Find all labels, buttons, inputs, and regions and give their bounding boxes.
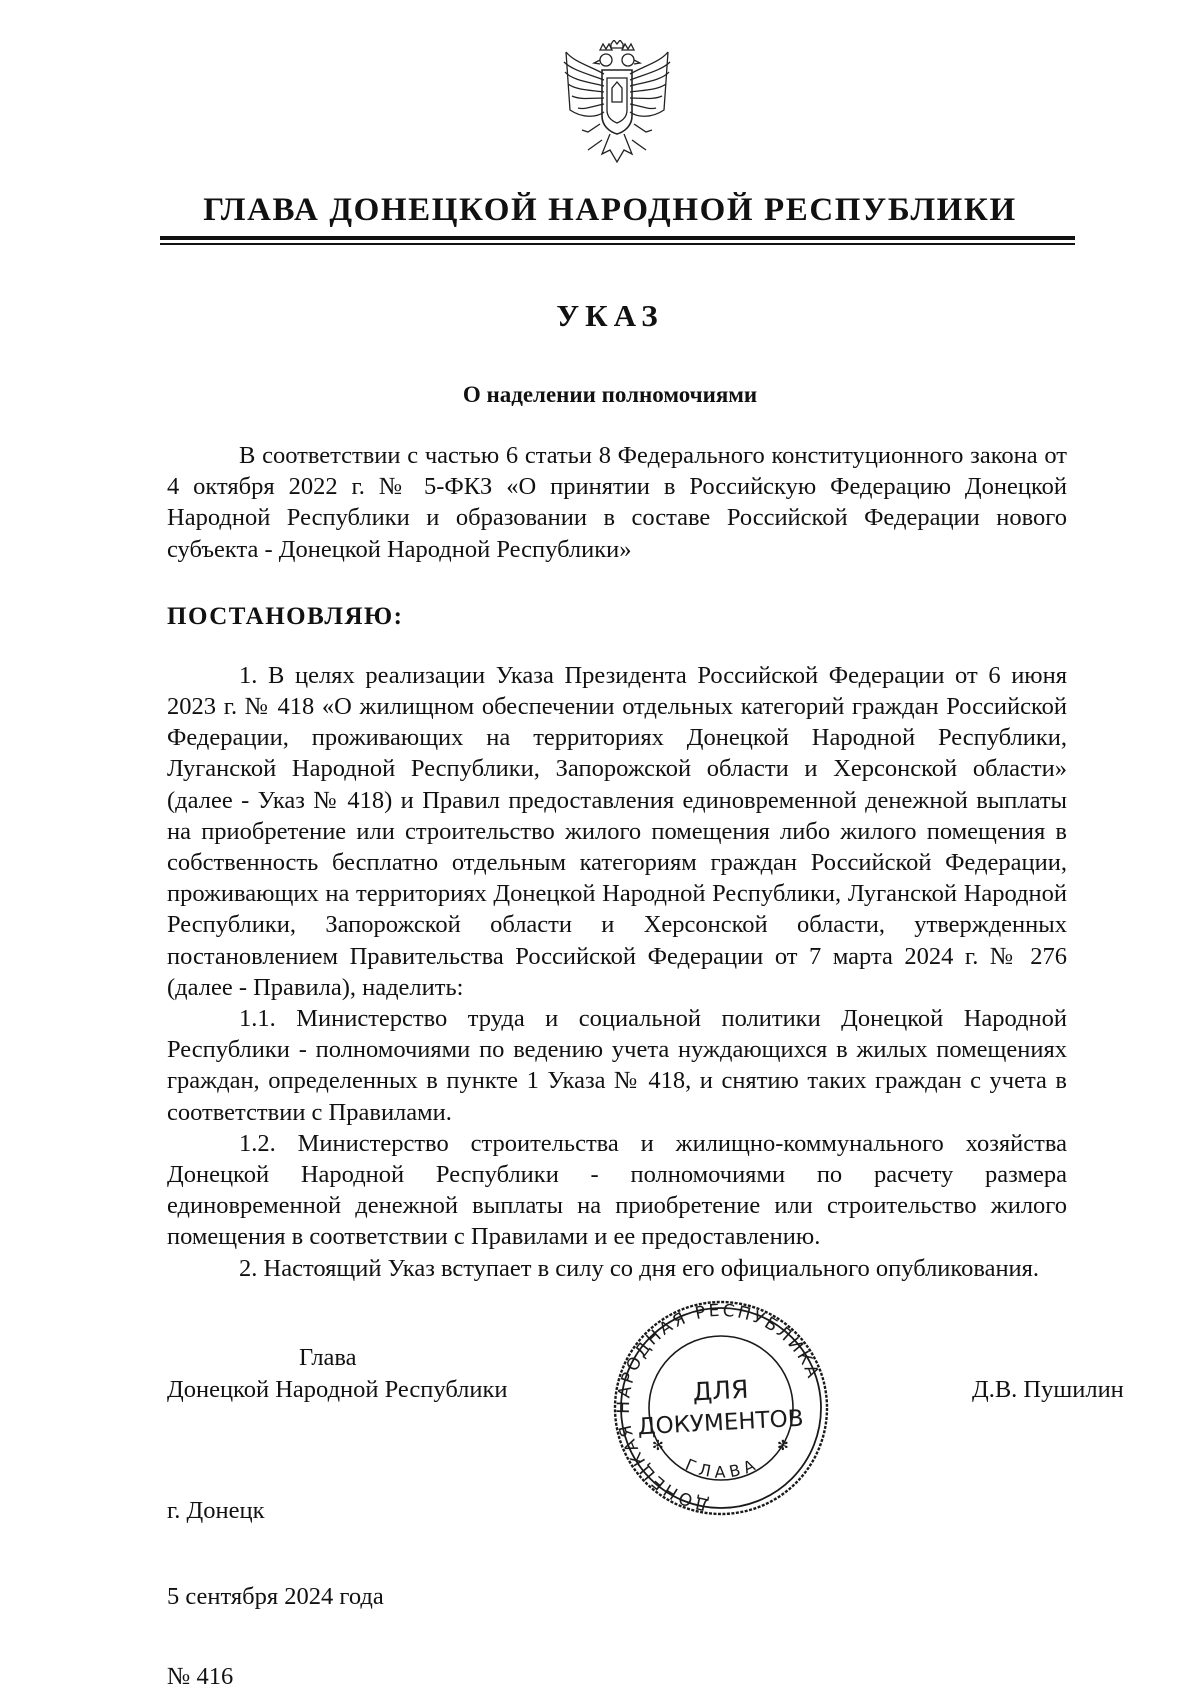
clause-1-2: 1.2. Министерство строительства и жилищно-коммунального хозяйства Донецкой Народной Республики - полномочиями по расчету размера единовременной денежной выплаты на приобретение или строительство жилого помещения в соответствии с Правилами и ее предоставлению. — [167, 1129, 1067, 1251]
document-body — [167, 440, 1067, 1284]
signatory-position-line2: Донецкой Народной Республики — [167, 1376, 508, 1403]
clause-2: 2. Настоящий Указ вступает в силу со дня его официального опубликования. — [239, 1254, 1040, 1282]
seal-ring-text: ДОНЕЦКАЯ НАРОДНАЯ РЕСПУБЛИКА — [613, 1300, 824, 1515]
issue-place: г. Донецк — [167, 1497, 265, 1524]
clause-1: 1. В целях реализации Указа Президента Российской Федерации от 6 июня 2023 г. № 418 «О жилищном обеспечении отдельных категорий граждан Российской Федерации, проживающих на территориях Донецкой Народной Республики, Луганской Народной Республики, Запорожской области и Херсонской области» (далее - Указ № 418) и Правил предоставления единовременной денежной выплаты на приобретение или строительство жилого помещения либо жилого помещения в собственность бесплатно отдельным категориям граждан Российской Федерации, проживающих на территориях Донецкой Народной Республики, Луганской Народной Республики, Запорожской области и Херсонской области, утвержденных постановлением Правительства Российской Федерации от 7 марта 2024 г. № 276 (далее - Правила), наделить: — [167, 661, 1067, 1001]
document-number: № 416 — [167, 1663, 234, 1690]
intro-paragraph: В соответствии с частью 6 статьи 8 Федерального конституционного закона от 4 октября 2022 г. № 5-ФКЗ «О принятии в Российскую Федерацию Донецкой Народной Республики и образовании в составе Российской Федерации нового субъекта - Донецкой Народной Республики» — [167, 442, 1067, 563]
document-subject: О наделении полномочиями — [462, 382, 758, 407]
header-divider-thin — [160, 243, 1075, 245]
seal-star-left: ✻ — [652, 1438, 664, 1454]
seal-star-right: ✻ — [777, 1438, 789, 1454]
seal-center-line1: ДЛЯ — [691, 1374, 750, 1407]
clause-1-1: 1.1. Министерство труда и социальной политики Донецкой Народной Республики - полномочиями по ведению учета нуждающихся в жилых помещениях граждан, определенных в пункте 1 Указа № 418, и снятию таких граждан с учета в соответствии с Правилами. — [167, 1005, 1067, 1126]
resolve-heading: ПОСТАНОВЛЯЮ: — [167, 602, 404, 630]
document-type: УКАЗ — [556, 298, 664, 333]
double-headed-eagle-emblem-icon — [562, 40, 672, 180]
issue-date: 5 сентября 2024 года — [167, 1583, 384, 1610]
seal-bottom-text: ГЛАВА — [682, 1453, 763, 1482]
header-divider-thick — [160, 236, 1075, 240]
signatory-name: Д.В. Пушилин — [972, 1376, 1124, 1403]
seal-center-line2: ДОКУМЕНТОВ — [637, 1405, 805, 1441]
signatory-position-line1: Глава — [299, 1344, 357, 1371]
issuer-title: ГЛАВА ДОНЕЦКОЙ НАРОДНОЙ РЕСПУБЛИКИ — [203, 192, 1017, 228]
official-seal-stamp — [607, 1300, 835, 1520]
